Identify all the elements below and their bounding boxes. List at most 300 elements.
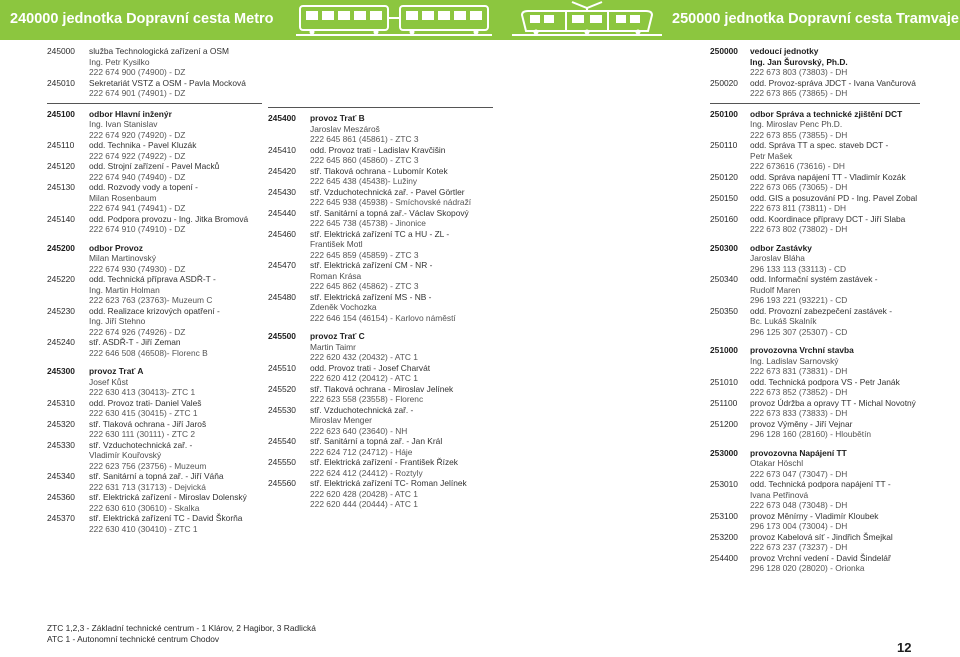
unit-text: odd. Rozvody vody a topení - <box>89 182 198 192</box>
unit-code: 245560 <box>268 478 296 488</box>
metro-column-right <box>268 103 493 510</box>
phone-text: 222 630 413 (30413)- ZTC 1 <box>89 387 196 397</box>
entry-detail <box>47 316 262 327</box>
entry-detail <box>47 295 262 306</box>
entry-detail <box>47 67 262 78</box>
metro-unit-title: 240000 jednotka Dopravní cesta Metro <box>10 11 274 27</box>
entry-row <box>710 306 920 317</box>
entry-detail <box>710 57 920 68</box>
unit-code: 245360 <box>47 492 75 502</box>
phone-text: 222 673 803 (73803) - DH <box>750 67 848 77</box>
unit-text: stř. Vzduchotechnická zař. - Pavel Görtler <box>310 186 465 197</box>
unit-text: stř. Vzduchotechnická zař. - <box>310 404 414 415</box>
unit-text: odd. Technika - Pavel Kluzák <box>89 140 197 150</box>
unit-code: 245320 <box>47 418 75 429</box>
phone-text: 222 620 432 (20432) - ATC 1 <box>310 352 418 362</box>
entry-detail <box>710 429 920 440</box>
entry-detail <box>710 182 920 193</box>
entry-detail <box>268 176 493 187</box>
entry-row <box>47 440 262 451</box>
unit-code: 245230 <box>47 305 75 316</box>
entry-row <box>268 292 493 303</box>
unit-text: odd. Provoz trati- Daniel Valeš <box>89 397 202 408</box>
unit-text: stř. Elektrická zařízení CM - NR - <box>310 260 433 270</box>
unit-text: Sekretariát VSTZ a OSM - Pavla Mocková <box>89 77 246 88</box>
unit-heading: odbor Správa a technické zjištění DCT <box>750 108 903 119</box>
unit-heading: provozovna Napájení TT <box>750 447 847 458</box>
entry-detail <box>710 203 920 214</box>
unit-text: provoz Kabelová síť - Jindřich Šmejkal <box>750 531 893 542</box>
entry-row <box>268 478 493 489</box>
unit-text: provoz Údržba a opravy TT - Michal Novotný <box>750 397 916 408</box>
unit-code: 245430 <box>268 186 296 197</box>
entry-detail <box>710 130 920 141</box>
entry-detail <box>710 161 920 172</box>
unit-code: 251200 <box>710 418 738 429</box>
entry-row <box>268 436 493 447</box>
entry-detail <box>47 503 262 514</box>
metro-train-icon <box>296 1 492 38</box>
unit-code: 245130 <box>47 182 75 192</box>
unit-text: stř. Sanitární a topná zař. - Jiří Váňa <box>89 471 224 481</box>
entry-detail <box>47 253 262 264</box>
section-divider <box>710 103 920 104</box>
tram-column <box>710 46 920 574</box>
entry-row <box>710 377 920 388</box>
entry-row <box>47 366 262 377</box>
unit-text: Martin Taimr <box>310 341 356 352</box>
legend-line: ZTC 1,2,3 - Základní technické centrum - 1 Klárov, 2 Hagibor, 3 Radlická <box>47 623 316 633</box>
entry-detail <box>710 490 920 501</box>
phone-text: 222 673 237 (73237) - DH <box>750 542 848 552</box>
unit-text: stř. Elektrická zařízení TC - David Škorňa <box>89 513 243 523</box>
entry-detail <box>710 295 920 306</box>
entry-row <box>47 337 262 348</box>
entry-row <box>268 166 493 177</box>
entry-row <box>710 214 920 225</box>
phone-text: 222 645 859 (45859) - ZTC 3 <box>310 249 419 260</box>
unit-code: 245530 <box>268 404 296 415</box>
unit-code: 250340 <box>710 274 738 284</box>
unit-text: odd. GIS a posuzování PD - Ing. Pavel Zobal <box>750 192 918 203</box>
unit-text: provoz Vrchní vedení - David Šindelář <box>750 552 891 563</box>
unit-code: 245120 <box>47 161 75 171</box>
unit-text: stř. Elektrická zařízení - František Řízek <box>310 457 458 467</box>
entry-detail <box>268 239 493 250</box>
unit-heading: provoz Trať B <box>310 113 365 123</box>
entry-detail <box>47 482 262 493</box>
entry-row <box>710 345 920 356</box>
entry-detail <box>710 500 920 511</box>
unit-heading: odbor Provoz <box>89 242 143 253</box>
spacer <box>47 358 262 366</box>
entry-detail <box>268 134 493 145</box>
entry-row <box>268 331 493 342</box>
phone-text: 222 673 865 (73865) - DH <box>750 88 848 98</box>
unit-code: 253100 <box>710 510 738 521</box>
unit-code: 253200 <box>710 531 738 542</box>
unit-text: odd. Provozní zabezpečení zastávek - <box>750 305 892 316</box>
unit-text: odd. Strojní zařízení - Pavel Macků <box>89 161 220 171</box>
entry-row <box>47 78 262 89</box>
entry-row <box>47 274 262 285</box>
unit-code: 245420 <box>268 165 296 176</box>
unit-heading: provoz Trať A <box>89 366 144 376</box>
unit-text: stř. Tlaková ochrana - Miroslav Jelínek <box>310 383 454 394</box>
entry-detail <box>710 458 920 469</box>
entry-row <box>710 172 920 183</box>
entry-row <box>710 419 920 430</box>
unit-text: Jaroslav Bláha <box>750 253 805 263</box>
unit-text: provoz Výměny - Jiří Vejnar <box>750 418 853 429</box>
phone-text: 296 133 113 (33113) - CD <box>750 263 847 274</box>
entry-row <box>47 243 262 254</box>
entry-row <box>710 140 920 151</box>
unit-code: 245010 <box>47 77 75 88</box>
entry-detail <box>268 426 493 437</box>
unit-text: stř. Tlaková ochrana - Jiří Jaroš <box>89 418 207 429</box>
phone-text: 222 623 558 (23558) - Florenc <box>310 394 424 404</box>
entry-detail <box>268 302 493 313</box>
unit-code: 245370 <box>47 513 75 523</box>
entry-detail <box>710 408 920 419</box>
unit-text: odd. Správa TT a spec. staveb DCT - <box>750 140 889 150</box>
unit-code: 245540 <box>268 436 296 446</box>
entry-detail <box>268 218 493 229</box>
entry-row <box>268 363 493 374</box>
unit-code: 245100 <box>47 108 75 119</box>
entry-row <box>710 479 920 490</box>
phone-text: 222 630 111 (30111) - ZTC 2 <box>89 429 195 439</box>
unit-text: Ing. Ladislav Sarnovský <box>750 355 839 366</box>
unit-code: 245110 <box>47 140 75 150</box>
phone-text: 222 645 860 (45860) - ZTC 3 <box>310 155 419 165</box>
unit-text: Ing. Martin Holman <box>89 284 160 295</box>
unit-code: 245200 <box>47 242 75 253</box>
unit-text: odd. Technická podpora napájení TT - <box>750 479 891 489</box>
entry-detail <box>47 461 262 472</box>
phone-text: 222 646 154 (46154) - Karlovo náměstí <box>310 312 456 323</box>
unit-code: 245510 <box>268 362 296 373</box>
phone-text: 222 645 862 (45862) - ZTC 3 <box>310 281 419 291</box>
unit-text: Vladimír Kouřovský <box>89 450 162 460</box>
unit-text: stř. Elektrická zařízení MS - NB - <box>310 291 432 302</box>
entry-detail <box>47 193 262 204</box>
unit-code: 245550 <box>268 457 296 467</box>
entry-detail <box>47 387 262 398</box>
phone-text: 222 631 713 (31713) - Dejvická <box>89 481 206 492</box>
unit-text: Milan Rosenbaum <box>89 192 157 203</box>
spacer <box>710 440 920 448</box>
entry-detail <box>268 447 493 458</box>
entry-detail <box>268 468 493 479</box>
entry-detail <box>268 394 493 405</box>
unit-code: 245330 <box>47 439 75 450</box>
unit-text: Petr Mašek <box>750 150 793 161</box>
unit-code: 250100 <box>710 108 738 119</box>
phone-text: 222 674 900 (74900) - DZ <box>89 67 186 77</box>
unit-text: odd. Realizace krizových opatření - <box>89 305 220 316</box>
unit-text: František Motl <box>310 239 363 249</box>
unit-text: provoz Měnírny - Vladimír Kloubek <box>750 510 879 521</box>
phone-text: 222 624 412 (24412) - Roztyly <box>310 467 423 478</box>
phone-text: 222 673 852 (73852) - DH <box>750 387 848 397</box>
entry-row <box>47 398 262 409</box>
unit-code: 245000 <box>47 46 75 56</box>
unit-code: 245410 <box>268 144 296 155</box>
phone-text: 296 125 307 (25307) - CD <box>750 326 848 337</box>
entry-detail <box>47 408 262 419</box>
entry-detail <box>710 67 920 78</box>
entry-detail <box>47 57 262 68</box>
phone-text: 222 673 811 (73811) - DH <box>750 203 847 213</box>
unit-code: 245500 <box>268 331 296 341</box>
entry-row <box>268 229 493 240</box>
entry-row <box>268 187 493 198</box>
entry-detail <box>710 366 920 377</box>
unit-text: odd. Koordinace přípravy DCT - Jiří Slaba <box>750 213 906 224</box>
entry-detail <box>268 489 493 500</box>
entry-detail <box>710 224 920 235</box>
unit-text: Ing. Jiří Stehno <box>89 316 146 326</box>
unit-text: odd. Technická příprava ASDŘ-T - <box>89 274 216 284</box>
unit-code: 245140 <box>47 213 75 224</box>
entry-detail <box>47 172 262 183</box>
unit-text: odd. Provoz trati - Ladislav Kravčišin <box>310 144 446 155</box>
entry-row <box>710 553 920 564</box>
unit-text: odd. Provoz trati - Josef Charvát <box>310 362 431 373</box>
unit-code: 245440 <box>268 207 296 218</box>
unit-code: 254400 <box>710 552 738 563</box>
entry-detail <box>47 524 262 535</box>
entry-detail <box>710 563 920 574</box>
unit-text: stř. Elektrická zařízení TC- Roman Jelínek <box>310 478 467 488</box>
phone-text: 222 623 756 (23756) - Muzeum <box>89 460 207 471</box>
unit-code: 251000 <box>710 345 738 355</box>
unit-text: Rudolf Maren <box>750 284 801 295</box>
entry-row <box>710 398 920 409</box>
entry-row <box>47 161 262 172</box>
phone-text: 222 630 610 (30610) - Skalka <box>89 502 200 513</box>
phone-text: 222 620 428 (20428) - ATC 1 <box>310 488 418 499</box>
unit-text: Ing. Ivan Stanislav <box>89 119 158 129</box>
entry-detail <box>710 469 920 480</box>
unit-text: Josef Kůst <box>89 376 129 387</box>
phone-text: 222 620 412 (20412) - ATC 1 <box>310 373 418 383</box>
unit-text: stř. Vzduchotechnická zař. - <box>89 439 193 450</box>
unit-text: Bc. Lukáš Skalník <box>750 316 817 326</box>
metro-column-left <box>47 46 262 534</box>
unit-code: 245480 <box>268 291 296 302</box>
phone-text: 222 645 938 (45938) - Smíchovské nádraží <box>310 197 472 207</box>
spacer <box>710 337 920 345</box>
entry-row <box>268 113 493 124</box>
phone-text: 222 630 410 (30410) - ZTC 1 <box>89 523 198 534</box>
entry-row <box>268 384 493 395</box>
unit-text: odd. Podpora provozu - Ing. Jitka Bromová <box>89 213 249 224</box>
spacer <box>710 235 920 243</box>
phone-text: 222 674 922 (74922) - DZ <box>89 150 186 161</box>
entry-row <box>47 471 262 482</box>
phone-text: 222 630 415 (30415) - ZTC 1 <box>89 408 198 418</box>
phone-text: 296 128 160 (28160) - Hloubětín <box>750 429 872 439</box>
phone-text: 222 624 712 (24712) - Háje <box>310 446 413 457</box>
unit-text: Zdeněk Vochozka <box>310 302 377 312</box>
unit-text: Ing. Miroslav Penc Ph.D. <box>750 119 843 129</box>
phone-text: 222 674 941 (74941) - DZ <box>89 203 186 213</box>
entry-detail <box>268 155 493 166</box>
phone-text: 222 674 926 (74926) - DZ <box>89 326 186 337</box>
entry-row <box>710 78 920 89</box>
phone-text: 222 673 047 (73047) - DH <box>750 468 848 479</box>
entry-row <box>268 260 493 271</box>
entry-detail <box>268 271 493 282</box>
unit-text: odd. Technická podpora VS - Petr Janák <box>750 376 900 387</box>
unit-code: 250350 <box>710 305 738 316</box>
unit-text: stř. Tlaková ochrana - Lubomír Kotek <box>310 165 448 176</box>
unit-heading: vedoucí jednotky <box>750 46 819 56</box>
entry-row <box>710 243 920 254</box>
entry-detail <box>268 499 493 510</box>
unit-text: stř. Elektrická zařízení TC a HU - ZL - <box>310 228 450 239</box>
entry-detail <box>710 151 920 162</box>
unit-code: 250000 <box>710 46 738 56</box>
unit-text: Miroslav Menger <box>310 415 372 425</box>
entry-row <box>47 214 262 225</box>
phone-text: 296 193 221 (93221) - CD <box>750 295 848 305</box>
entry-row <box>710 46 920 57</box>
unit-text: Milan Martinovský <box>89 253 157 263</box>
unit-text: stř. Elektrická zařízení - Miroslav Dolenský <box>89 492 247 502</box>
entry-row <box>710 109 920 120</box>
entry-detail <box>268 352 493 363</box>
entry-row <box>47 306 262 317</box>
phone-text: 222 673 065 (73065) - DH <box>750 182 848 192</box>
phone-text: 222 673616 (73616) - DH <box>750 161 845 171</box>
entry-detail <box>268 313 493 324</box>
phone-text: 222 645 861 (45861) - ZTC 3 <box>310 134 419 144</box>
unit-code: 245520 <box>268 383 296 394</box>
phone-text: 222 673 833 (73833) - DH <box>750 408 848 418</box>
unit-heading: provozovna Vrchní stavba <box>750 345 854 355</box>
entry-detail <box>268 373 493 384</box>
phone-text: 222 620 444 (20444) - ATC 1 <box>310 499 418 509</box>
entry-detail <box>268 281 493 292</box>
entry-detail <box>710 521 920 532</box>
unit-text: stř. Sanitární a topná zař. - Jan Král <box>310 436 443 446</box>
phone-text: 222 623 763 (23763)- Muzeum C <box>89 295 213 305</box>
entry-detail <box>47 348 262 359</box>
unit-code: 245300 <box>47 366 75 376</box>
phone-text: 222 674 940 (74940) - DZ <box>89 171 186 182</box>
unit-code: 250300 <box>710 242 738 253</box>
entry-detail <box>47 203 262 214</box>
entry-row <box>268 208 493 219</box>
entry-detail <box>268 415 493 426</box>
entry-detail <box>710 542 920 553</box>
entry-detail <box>47 264 262 275</box>
unit-code: 250110 <box>710 140 738 150</box>
unit-code: 245470 <box>268 260 296 270</box>
unit-text: Jaroslav Meszároš <box>310 123 380 134</box>
phone-text: 296 173 004 (73004) - DH <box>750 521 848 531</box>
entry-detail <box>710 356 920 367</box>
entry-detail <box>47 88 262 99</box>
entry-row <box>710 532 920 543</box>
entry-row <box>47 513 262 524</box>
entry-detail <box>47 377 262 388</box>
entry-row <box>268 405 493 416</box>
legend <box>47 623 316 644</box>
phone-text: 222 673 048 (73048) - DH <box>750 500 848 510</box>
phone-text: 222 646 508 (46508)- Florenc B <box>89 347 208 358</box>
unit-code: 245310 <box>47 397 75 408</box>
unit-code: 245220 <box>47 274 75 284</box>
tram-icon <box>512 1 662 38</box>
phone-text: 296 128 020 (28020) - Orionka <box>750 563 865 573</box>
page-number: 12 <box>897 640 912 655</box>
entry-detail <box>268 250 493 261</box>
unit-code: 253000 <box>710 447 738 458</box>
spacer <box>47 235 262 243</box>
unit-text: odd. Provoz-správa JDCT - Ivana Vančurová <box>750 77 916 88</box>
entry-row <box>47 109 262 120</box>
entry-detail <box>710 327 920 338</box>
entry-detail <box>47 119 262 130</box>
phone-text: 222 674 930 (74930) - DZ <box>89 263 186 274</box>
entry-detail <box>710 119 920 130</box>
unit-code: 250120 <box>710 171 738 182</box>
entry-detail <box>710 253 920 264</box>
unit-text: stř. ASDŘ-T - Jiří Zeman <box>89 337 181 347</box>
unit-text: Roman Krása <box>310 270 362 281</box>
entry-detail <box>710 387 920 398</box>
unit-text: Otakar Höschl <box>750 458 804 468</box>
unit-code: 245340 <box>47 471 75 481</box>
tram-unit-title: 250000 jednotka Dopravní cesta Tramvaje <box>672 11 959 27</box>
unit-heading: odbor Hlavní inženýr <box>89 108 172 119</box>
unit-text: služba Technologická zařízení a OSM <box>89 46 229 56</box>
entry-detail <box>47 429 262 440</box>
entry-row <box>47 46 262 57</box>
unit-code: 253010 <box>710 479 738 489</box>
unit-code: 245400 <box>268 113 296 123</box>
entry-row <box>47 182 262 193</box>
unit-code: 245240 <box>47 337 75 347</box>
unit-text: odd. Správa napájení TT - Vladimír Kozák <box>750 171 906 182</box>
entry-detail <box>710 285 920 296</box>
entry-row <box>268 457 493 468</box>
unit-heading: odbor Zastávky <box>750 242 812 253</box>
entry-detail <box>710 316 920 327</box>
unit-code: 251010 <box>710 376 738 387</box>
entry-row <box>710 448 920 459</box>
entry-detail <box>47 285 262 296</box>
entry-row <box>710 511 920 522</box>
unit-code: 250020 <box>710 77 738 88</box>
phone-text: 222 674 920 (74920) - DZ <box>89 129 186 140</box>
entry-row <box>268 145 493 156</box>
unit-code: 250150 <box>710 192 738 203</box>
section-divider <box>268 107 493 108</box>
phone-text: 222 645 438 (45438)- Lužiny <box>310 176 418 186</box>
phone-text: 222 623 640 (23640) - NH <box>310 425 408 436</box>
entry-detail <box>710 88 920 99</box>
entry-detail <box>268 197 493 208</box>
unit-heading: provoz Trať C <box>310 331 365 341</box>
entry-row <box>710 193 920 204</box>
unit-text: odd. Informační systém zastávek - <box>750 274 878 284</box>
